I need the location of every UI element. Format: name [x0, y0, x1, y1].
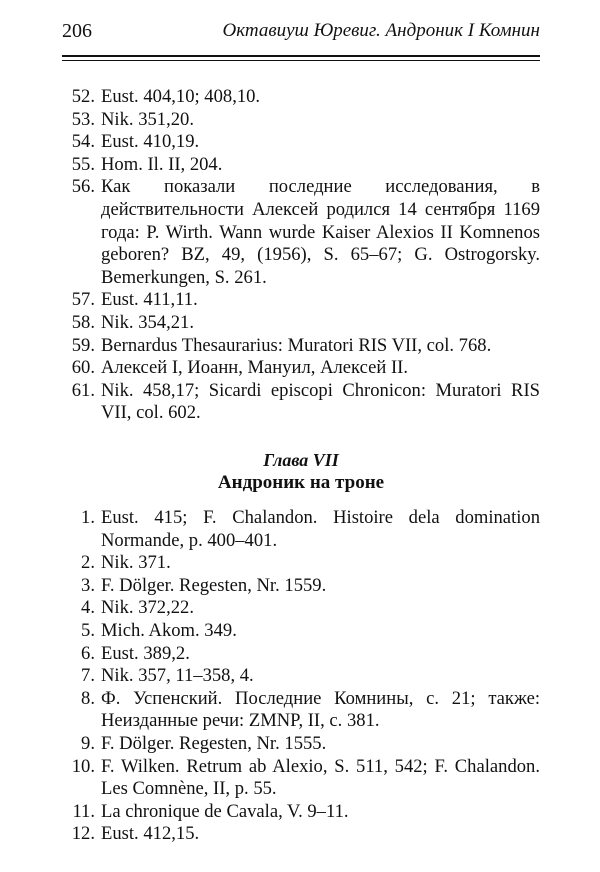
note-text: La chronique de Cavala, V. 9–11. [101, 800, 349, 822]
note-text: Eust. 411,11. [101, 289, 198, 311]
note-text: Ф. Успенский. Последние Комнины, с. 21; также: Неизданные речи: ZMNP, II, с. 381. [101, 687, 540, 732]
note-text: Eust. 415; F. Chalandon. Histoire dela domination Normande, p. 400–401. [101, 507, 540, 551]
page-number: 206 [62, 20, 92, 42]
note-item [62, 575, 540, 598]
note-number: 10. [71, 755, 95, 777]
note-number: 59. [71, 334, 95, 356]
note-number: 4. [81, 597, 95, 619]
note-item [62, 131, 540, 154]
note-text: Eust. 412,15. [101, 823, 200, 845]
running-title: Октавиуш Юревиг. Андроник I Комнин [222, 20, 540, 41]
note-text: Nik. 357, 11–358, 4. [101, 665, 254, 687]
note-number: 54. [71, 131, 95, 153]
note-text: F. Dölger. Regesten, Nr. 1559. [101, 574, 327, 596]
note-item [62, 154, 540, 177]
note-number: 8. [81, 687, 95, 709]
note-item [62, 756, 540, 801]
note-number: 58. [71, 311, 95, 333]
note-text: Bernardus Thesaurarius: Muratori RIS VII, col. 768. [101, 334, 492, 356]
note-item [62, 801, 540, 824]
note-number: 6. [81, 642, 95, 664]
note-text: Mich. Akom. 349. [101, 619, 237, 641]
note-text: F. Dölger. Regesten, Nr. 1555. [101, 732, 327, 754]
notes-list-previous-chapter [62, 86, 540, 425]
note-text: Nik. 351,20. [101, 108, 194, 130]
notes-list-chapter-7 [62, 507, 540, 846]
note-number: 5. [81, 619, 95, 641]
note-item [62, 688, 540, 733]
note-item [62, 597, 540, 620]
note-number: 11. [72, 800, 95, 822]
note-item [62, 620, 540, 643]
note-number: 60. [71, 357, 95, 379]
note-text: Eust. 410,19. [101, 131, 200, 153]
note-text: Nik. 371. [101, 552, 171, 574]
note-text: Nik. 354,21. [101, 311, 194, 333]
header-rule-thick [62, 55, 540, 57]
note-text: F. Wilken. Retrum ab Alexio, S. 511, 542; F. Chalandon. Les Comnène, II, p. 55. [101, 755, 540, 800]
note-number: 56. [71, 176, 95, 198]
note-item [62, 109, 540, 132]
note-item [62, 289, 540, 312]
note-number: 3. [81, 574, 95, 596]
note-item [62, 312, 540, 335]
note-item [62, 335, 540, 358]
note-text: Nik. 372,22. [101, 597, 194, 619]
note-text: Eust. 404,10; 408,10. [101, 86, 261, 107]
note-item [62, 86, 540, 109]
note-item [62, 733, 540, 756]
note-item [62, 507, 540, 552]
note-item [62, 176, 540, 289]
running-header [62, 20, 540, 48]
note-number: 55. [71, 153, 95, 175]
note-number: 61. [71, 379, 95, 401]
note-number: 57. [71, 289, 95, 311]
chapter-title: Андроник на троне [217, 472, 385, 493]
note-text: Nik. 458,17; Sicardi episcopi Chronicon: Muratori RIS VII, col. 602. [101, 379, 540, 424]
chapter-label: Глава VII [263, 450, 339, 470]
note-number: 12. [71, 823, 95, 845]
note-item [62, 665, 540, 688]
note-text: Как показали последние исследования, в действительности Алексей родился 14 сентября 1169 года: P. Wirth. Wann wurde Kaiser Alexios II Komnenos geboren? BZ, 49, (1956), S. 65–67; G. Ostrogorsky. Bemerkungen, S. 261. [101, 176, 540, 288]
note-text: Eust. 389,2. [101, 642, 190, 664]
note-number: 7. [81, 665, 95, 687]
note-number: 53. [71, 108, 95, 130]
note-text: Hom. Il. II, 204. [101, 153, 223, 175]
header-rule-thin [62, 60, 540, 61]
note-item [62, 823, 540, 846]
note-item [62, 380, 540, 425]
note-number: 9. [81, 732, 95, 754]
note-item [62, 552, 540, 575]
note-number: 1. [81, 507, 95, 528]
note-item [62, 357, 540, 380]
note-item [62, 643, 540, 666]
note-text: Алексей I, Иоанн, Мануил, Алексей II. [101, 357, 408, 379]
note-number: 52. [71, 86, 95, 107]
note-number: 2. [81, 552, 95, 574]
